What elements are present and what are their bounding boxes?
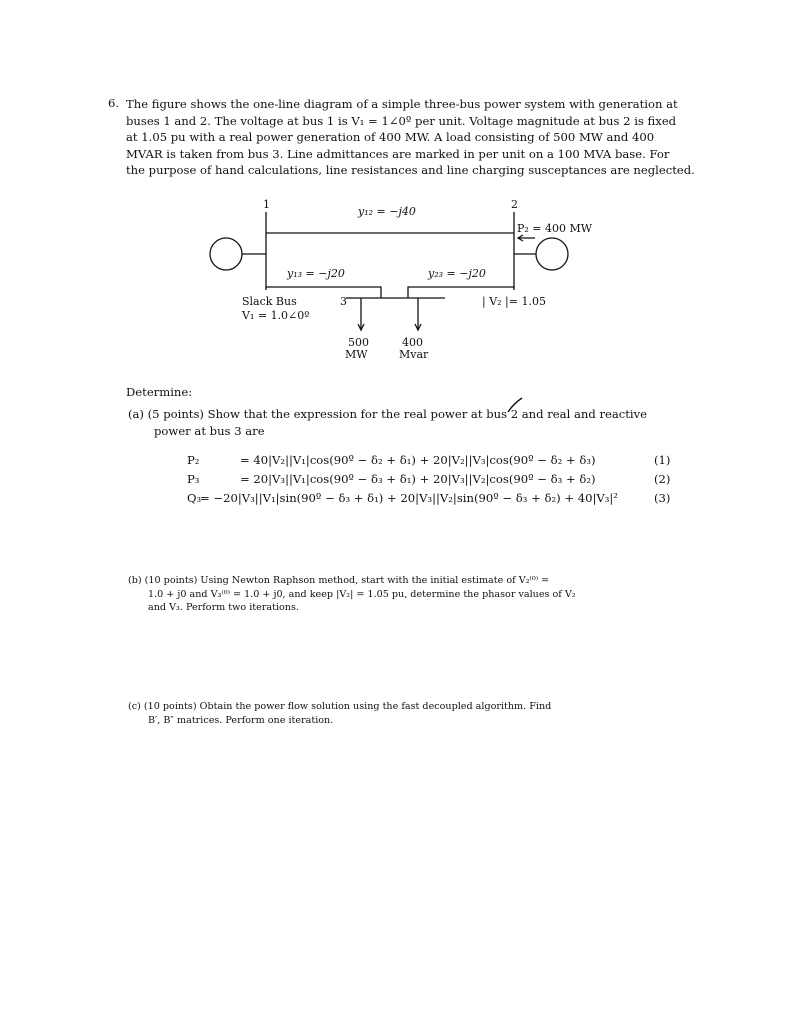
part-b-line: and V₃. Perform two iterations. [148, 602, 299, 613]
equation-lhs: Q₃ [187, 491, 202, 505]
slack-bus-label: Slack Bus [242, 295, 297, 308]
load-p-unit: MW [345, 348, 368, 361]
checkmark-icon [506, 396, 526, 416]
part-c-text [128, 700, 588, 727]
y12-label: y₁₂ = −j40 [358, 205, 416, 218]
bus3-label: 3 [340, 295, 347, 308]
equation-number: (1) [654, 453, 671, 467]
generator2-icon [536, 238, 568, 270]
intro-line: buses 1 and 2. The voltage at bus 1 is V₁ = 1∠0º per unit. Voltage magnitude at bus 2 is fixed [126, 113, 677, 128]
part-a-text [128, 406, 674, 439]
equation-rhs: = 20|V₃||V₁|cos(90º − δ₃ + δ₁) + 20|V₃||V₂|cos(90º − δ₃ + δ₂) [240, 472, 596, 486]
equation-lhs: P₃ [187, 472, 200, 486]
bus2-label: 2 [511, 198, 518, 211]
part-c-line: B′, B″ matrices. Perform one iteration. [148, 714, 334, 726]
question-number: 6. [108, 96, 120, 110]
load-q-value: 400 [402, 336, 423, 349]
v1-label: V₁ = 1.0∠0º [242, 309, 310, 322]
generator1-icon [210, 238, 242, 270]
intro-line: MVAR is taken from bus 3. Line admittances are marked in per unit on a 100 MVA base. For [126, 146, 670, 161]
intro-line: the purpose of hand calculations, line resistances and line charging susceptances are neglected. [126, 163, 695, 177]
p2-label: P₂ = 400 MW [517, 222, 593, 235]
y23-label: y₂₃ = −j20 [428, 267, 486, 280]
load-q-unit: Mvar [399, 348, 429, 361]
bus1-label: 1 [263, 198, 270, 211]
part-b-line: 1.0 + j0 and V₃⁽⁰⁾ = 1.0 + j0, and keep |V₂| = 1.05 pu, determine the phasor values of V₂ [148, 588, 576, 600]
equation-number: (2) [654, 472, 671, 486]
equation-number: (3) [654, 491, 671, 505]
part-a-line: power at bus 3 are [154, 423, 265, 438]
v2-label: | V₂ |= 1.05 [482, 295, 546, 308]
intro-line: The figure shows the one-line diagram of a simple three-bus power system with generation at [126, 97, 678, 111]
y13-label: y₁₃ = −j20 [287, 267, 345, 280]
determine-heading: Determine: [126, 385, 193, 399]
equation-rhs: = −20|V₃||V₁|sin(90º − δ₃ + δ₁) + 20|V₃||V₂|sin(90º − δ₃ + δ₂) + 40|V₃|² [200, 491, 618, 505]
part-a-line: (a) (5 points) Show that the expression for the real power at bus 2 and real and reactive [128, 407, 648, 421]
intro-line: at 1.05 pu with a real power generation of 400 MW. A load consisting of 500 MW and 400 [126, 130, 655, 144]
part-b-text [128, 574, 588, 615]
part-c-line: (c) (10 points) Obtain the power flow solution using the fast decoupled algorithm. Find [128, 701, 552, 712]
part-b-line: (b) (10 points) Using Newton Raphson method, start with the initial estimate of V₂⁽⁰⁾ = [128, 575, 550, 586]
one-line-diagram [0, 0, 791, 400]
load-p-value: 500 [348, 336, 369, 349]
equation-rhs: = 40|V₂||V₁|cos(90º − δ₂ + δ₁) + 20|V₂||V₃|cos(90º − δ₂ + δ₃) [240, 453, 596, 467]
equation-lhs: P₂ [187, 453, 200, 467]
